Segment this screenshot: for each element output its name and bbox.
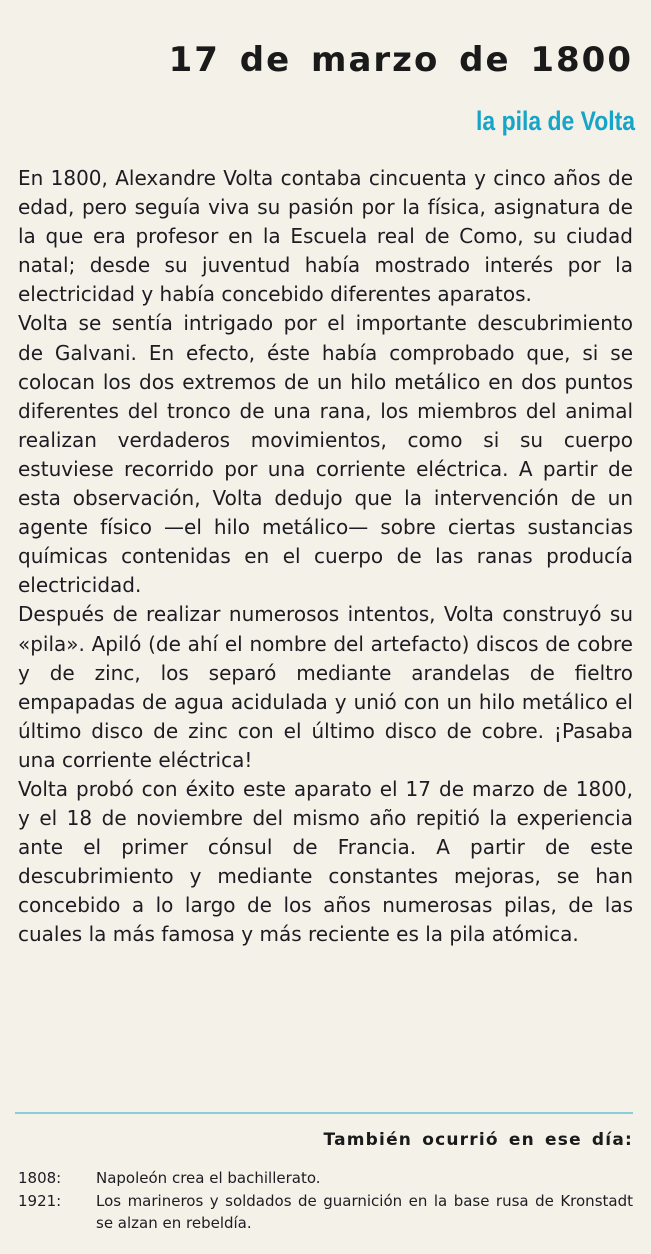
article-paragraph: Volta probó con éxito este aparato el 17 de marzo de 1800, y el 18 de noviembre del mismo año repitió la experiencia ante el primer cónsul de Francia. A partir de este descubrimiento y mediante constantes mejoras, se han concebido a lo largo de los años numerosas pilas, de las cuales la más famosa y más reciente es la pila atómica. [18,776,633,947]
article-paragraph: Después de realizar numerosos intentos, Volta construyó su «pila». Apiló (de ahí el nombre del artefacto) discos de cobre y de zinc, los separó mediante arandelas de fieltro empapadas de agua acidulada y unió con un hilo metálico el último disco de zinc con el último disco de cobre. ¡Pasaba una corriente eléctrica! [18,602,633,772]
section-divider [15,1112,633,1114]
events-list [18,1167,633,1235]
also-happened-heading: También ocurrió en ese día: [323,1130,633,1150]
article-body [18,164,633,950]
event-text: Los marineros y soldados de guarnición en la base rusa de Kronstadt se alzan en rebeldía. [96,1191,633,1232]
event-year: 1921: [18,1191,62,1210]
event-year: 1808: [18,1169,62,1187]
article-paragraph: En 1800, Alexandre Volta contaba cincuenta y cinco años de edad, pero seguía viva su pasión por la física, asignatura de la que era profesor en la Escuela real de Como, su ciudad natal; desde su juventud había mostrado interés por la electricidad y había concebido diferentes aparatos. [18,166,633,307]
event-text: Napoleón crea el bachillerato. [96,1169,321,1187]
event-item [18,1190,633,1235]
page-title: 17 de marzo de 1800 [168,40,633,80]
article-paragraph: Volta se sentía intrigado por el importante descubrimiento de Galvani. En efecto, éste había comprobado que, si se colocan los dos extremos de un hilo metálico en dos puntos diferentes del tronco de una rana, los miembros del animal realizan verdaderos movimientos, como si su cuerpo estuviese recorrido por una corriente eléctrica. A partir de esta observación, Volta dedujo que la intervención de un agente físico —el hilo metálico— sobre ciertas sustancias químicas contenidas en el cuerpo de las ranas producía electricidad. [18,311,633,598]
event-item [18,1167,633,1190]
page-subtitle: la pila de Volta [475,106,635,136]
